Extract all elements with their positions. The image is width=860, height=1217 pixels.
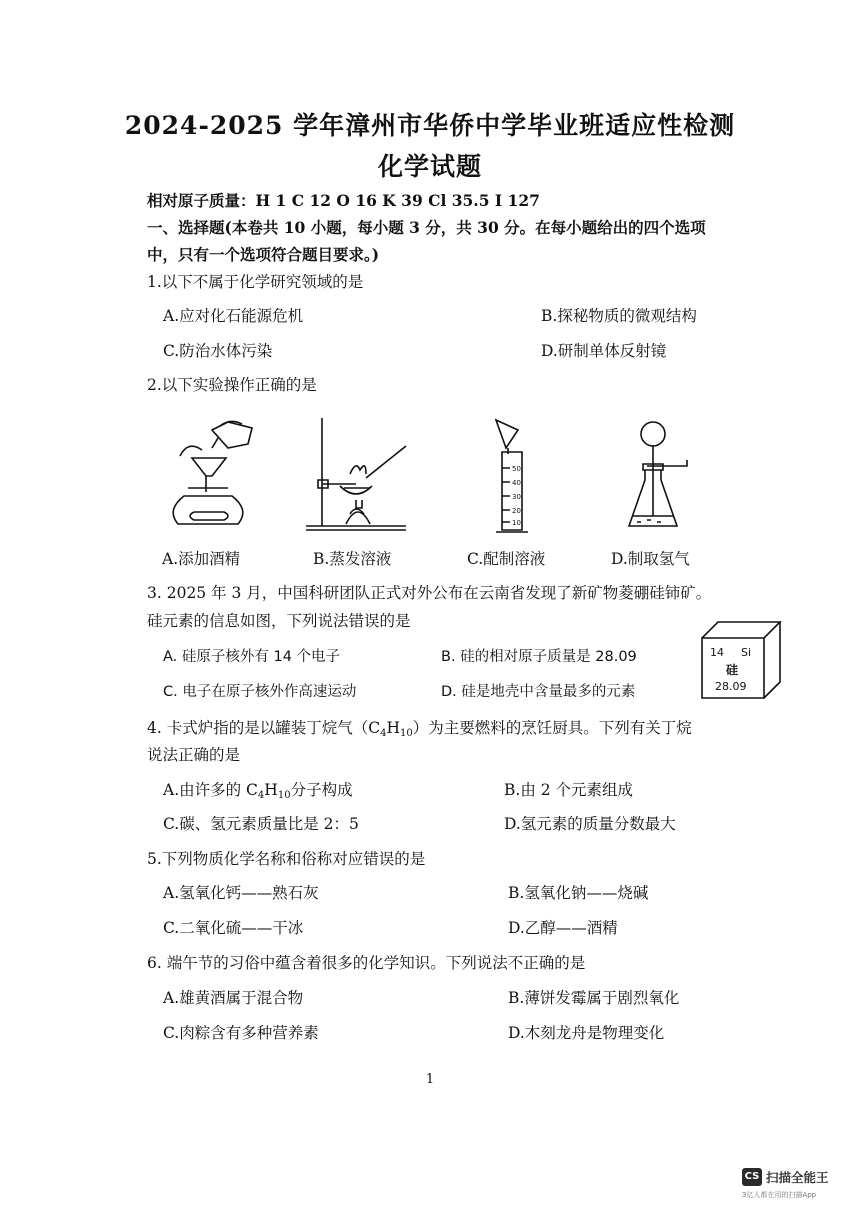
q5-option-b: B.氢氧化钠——烧碱 — [508, 884, 649, 902]
alcohol-lamp-figure — [160, 416, 260, 534]
q2-option-a: A.添加酒精 — [162, 550, 241, 568]
exam-subtitle: 化学试题 — [377, 152, 482, 181]
q3-stem-line2: 硅元素的信息如图，下列说法错误的是 — [147, 612, 411, 630]
q1-stem: 1.以下不属于化学研究领域的是 — [147, 273, 364, 291]
q6-option-b: B.薄饼发霉属于剧烈氧化 — [508, 989, 680, 1007]
q3-option-a: A. 硅原子核外有 14 个电子 — [163, 649, 341, 665]
q4-option-c: C.碳、氢元素质量比是 2：5 — [163, 815, 359, 833]
exam-title: 2024-2025 学年漳州市华侨中学毕业班适应性检测 — [124, 111, 736, 140]
silicon-atomic-mass: 28.09 — [715, 680, 747, 693]
q4-stem-line1: 4. 卡式炉指的是以罐装丁烷气$(C_4H_{10})$为主要燃料的烹饪厨具。下列有关丁烷 — [147, 719, 692, 739]
q4-stem-line2: 说法正确的是 — [147, 746, 241, 764]
graduated-cylinder-figure — [476, 418, 546, 538]
q6-option-c: C.肉粽含有多种营养素 — [163, 1024, 319, 1042]
q1-option-b: B.探秘物质的微观结构 — [541, 307, 697, 325]
evaporation-figure — [300, 416, 415, 534]
section1-heading-line1: 一、选择题(本卷共 10 小题，每小题 3 分，共 30 分。在每小题给出的四个选项 — [147, 218, 706, 237]
scanner-tagline: 3亿人都在用的扫描App — [742, 1191, 817, 1199]
q1-option-c: C.防治水体污染 — [163, 342, 273, 360]
cylinder-mark-40: 40 — [512, 479, 521, 487]
scanner-app-name: 扫描全能王 — [766, 1170, 829, 1185]
cylinder-mark-20: 20 — [512, 507, 521, 515]
silicon-atomic-number: 14 — [710, 646, 724, 659]
q1-option-a: A.应对化石能源危机 — [163, 307, 304, 325]
page-number: 1 — [425, 1072, 435, 1087]
scanner-watermark — [742, 1168, 852, 1204]
scanner-logo-icon: CS — [742, 1168, 762, 1186]
q6-option-d: D.木刻龙舟是物理变化 — [508, 1024, 665, 1042]
q1-option-d: D.研制单体反射镜 — [541, 342, 667, 360]
cylinder-mark-10: 10 — [512, 519, 521, 527]
q3-option-c: C. 电子在原子核外作高速运动 — [163, 684, 357, 700]
hydrogen-flask-figure — [627, 418, 699, 540]
q4-option-a: A.由许多的 $C_4H_{10}$分子构成 — [163, 781, 353, 801]
q3-stem-line1: 3. 2025 年 3 月，中国科研团队正式对外公布在云南省发现了新矿物菱硼硅铈矿。 — [147, 584, 712, 602]
q4-option-d: D.氢元素的质量分数最大 — [504, 815, 676, 833]
q2-stem: 2.以下实验操作正确的是 — [147, 376, 317, 394]
q5-option-d: D.乙醇——酒精 — [508, 919, 618, 937]
cylinder-mark-30: 30 — [512, 493, 521, 501]
q4-option-b: B.由 2 个元素组成 — [504, 781, 634, 799]
section1-heading-line2: 中，只有一个选项符合题目要求。) — [147, 245, 380, 264]
q5-option-c: C.二氧化硫——干冰 — [163, 919, 304, 937]
q2-option-d: D.制取氢气 — [611, 550, 690, 568]
silicon-symbol: Si — [741, 646, 752, 659]
q2-option-c: C.配制溶液 — [467, 550, 546, 568]
cylinder-mark-50: 50 — [512, 465, 521, 473]
q5-stem: 5.下列物质化学名称和俗称对应错误的是 — [147, 850, 426, 868]
silicon-element-card — [700, 620, 782, 700]
silicon-name: 硅 — [726, 663, 739, 677]
q3-option-d: D. 硅是地壳中含量最多的元素 — [441, 684, 636, 700]
q6-stem: 6. 端午节的习俗中蕴含着很多的化学知识。下列说法不正确的是 — [147, 954, 586, 972]
q2-option-b: B.蒸发溶液 — [313, 550, 392, 568]
q5-option-a: A.氢氧化钙——熟石灰 — [163, 884, 319, 902]
atomic-masses: 相对原子质量：H 1 C 12 O 16 K 39 Cl 35.5 I 127 — [147, 191, 540, 210]
q6-option-a: A.雄黄酒属于混合物 — [163, 989, 304, 1007]
q3-option-b: B. 硅的相对原子质量是 28.09 — [441, 649, 637, 665]
